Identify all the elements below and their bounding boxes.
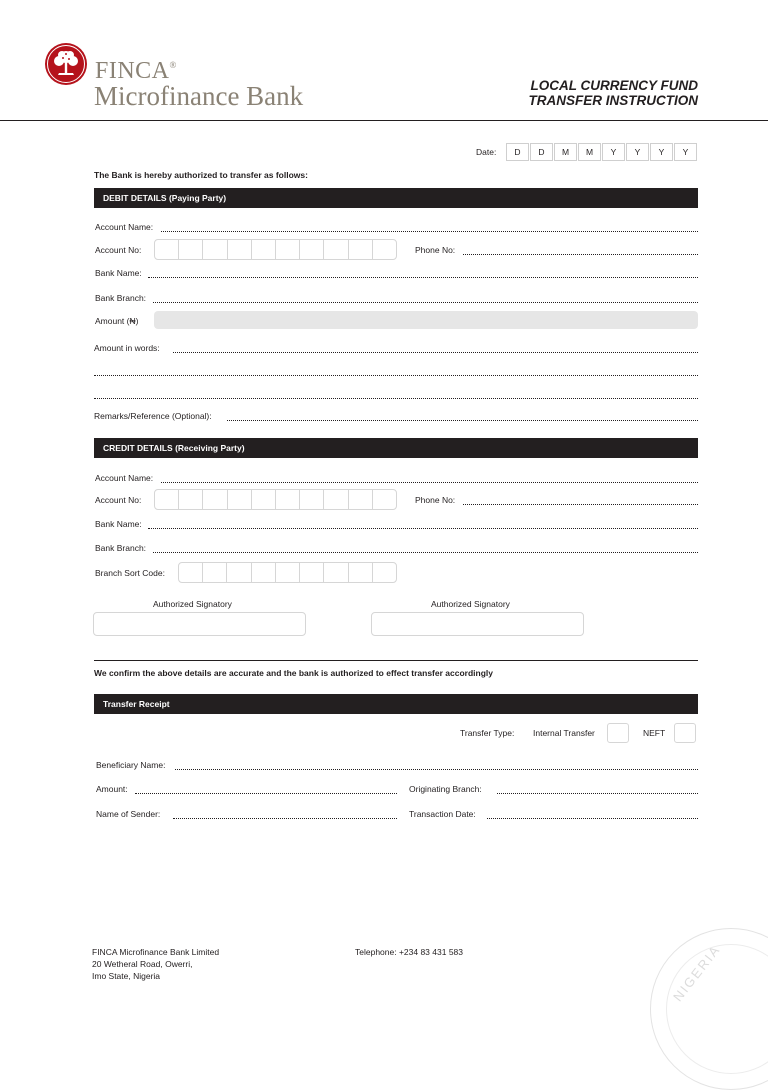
credit-sort-code-field[interactable] (178, 562, 397, 583)
credit-sort-code-label: Branch Sort Code: (95, 568, 165, 578)
date-year-box-2[interactable]: Y (626, 143, 649, 161)
transfer-type-label: Transfer Type: (460, 728, 515, 738)
confirm-divider (94, 660, 698, 661)
transfer-receipt-header: Transfer Receipt (94, 694, 698, 714)
credit-phone-label: Phone No: (415, 495, 456, 505)
date-month-box-1[interactable]: M (554, 143, 577, 161)
transaction-date-label: Transaction Date: (409, 809, 476, 819)
date-year-box-3[interactable]: Y (650, 143, 673, 161)
debit-bank-name-label: Bank Name: (95, 268, 142, 278)
signatory-label-1: Authorized Signatory (153, 599, 232, 609)
credit-account-no-label: Account No: (95, 495, 142, 505)
date-month-box-2[interactable]: M (578, 143, 601, 161)
transaction-date-field[interactable] (487, 818, 698, 819)
credit-bank-branch-field[interactable] (153, 552, 698, 553)
form-title-line2: TRANSFER INSTRUCTION (528, 93, 698, 108)
debit-amount-words-field-line3[interactable] (94, 398, 698, 399)
credit-account-name-label: Account Name: (95, 473, 154, 483)
credit-bank-name-label: Bank Name: (95, 519, 142, 529)
debit-remarks-field[interactable] (227, 420, 698, 421)
date-year-box-1[interactable]: Y (602, 143, 625, 161)
header-divider (0, 120, 768, 121)
debit-bank-branch-label: Bank Branch: (95, 293, 147, 303)
internal-transfer-label: Internal Transfer (533, 728, 595, 738)
neft-checkbox[interactable] (674, 723, 696, 743)
signatory-box-2[interactable] (371, 612, 584, 636)
debit-phone-field[interactable] (463, 254, 698, 255)
debit-account-name-label: Account Name: (95, 222, 154, 232)
debit-details-header: DEBIT DETAILS (Paying Party) (94, 188, 698, 208)
originating-branch-field[interactable] (497, 793, 698, 794)
finca-tree-logo-icon (44, 42, 88, 86)
credit-details-header: CREDIT DETAILS (Receiving Party) (94, 438, 698, 458)
date-day-box-2[interactable]: D (530, 143, 553, 161)
debit-amount-label: Amount (₦) (95, 316, 139, 326)
credit-bank-name-field[interactable] (148, 528, 698, 529)
debit-account-no-field[interactable] (154, 239, 397, 260)
signatory-label-2: Authorized Signatory (431, 599, 510, 609)
originating-branch-label: Originating Branch: (409, 784, 482, 794)
sender-name-label: Name of Sender: (96, 809, 161, 819)
debit-amount-words-field-line1[interactable] (173, 352, 698, 353)
sender-name-field[interactable] (173, 818, 397, 819)
footer-company: FINCA Microfinance Bank Limited (92, 947, 220, 957)
credit-bank-branch-label: Bank Branch: (95, 543, 147, 553)
debit-remarks-label: Remarks/Reference (Optional): (94, 411, 212, 421)
credit-account-name-field[interactable] (161, 482, 698, 483)
receipt-amount-label: Amount: (96, 784, 128, 794)
intro-text: The Bank is hereby authorized to transfer as follows: (94, 170, 308, 180)
debit-bank-branch-field[interactable] (153, 302, 698, 303)
debit-amount-words-field-line2[interactable] (94, 375, 698, 376)
debit-account-name-field[interactable] (161, 231, 698, 232)
brand-name: FINCA® (95, 58, 177, 84)
form-title-line1: LOCAL CURRENCY FUND (530, 78, 698, 93)
receipt-amount-field[interactable] (135, 793, 397, 794)
neft-label: NEFT (643, 728, 666, 738)
beneficiary-name-field[interactable] (175, 769, 698, 770)
footer-address-line2: Imo State, Nigeria (92, 971, 161, 981)
internal-transfer-checkbox[interactable] (607, 723, 629, 743)
footer-address-line1: 20 Wetheral Road, Owerri, (92, 959, 193, 969)
brand-subtitle: Microfinance Bank (94, 81, 304, 111)
debit-amount-words-label: Amount in words: (94, 343, 160, 353)
confirm-statement: We confirm the above details are accurate and the bank is authorized to effect transfer accordingly (94, 668, 493, 678)
debit-bank-name-field[interactable] (148, 277, 698, 278)
debit-account-no-label: Account No: (95, 245, 142, 255)
credit-phone-field[interactable] (463, 504, 698, 505)
stamp-text: NIGERIA (670, 941, 724, 1005)
date-year-box-4[interactable]: Y (674, 143, 697, 161)
debit-phone-label: Phone No: (415, 245, 456, 255)
footer-telephone: Telephone: +234 83 431 583 (355, 947, 464, 957)
beneficiary-name-label: Beneficiary Name: (96, 760, 166, 770)
debit-amount-field[interactable] (154, 311, 698, 329)
date-label: Date: (476, 147, 497, 157)
date-day-box-1[interactable]: D (506, 143, 529, 161)
credit-account-no-field[interactable] (154, 489, 397, 510)
signatory-box-1[interactable] (93, 612, 306, 636)
